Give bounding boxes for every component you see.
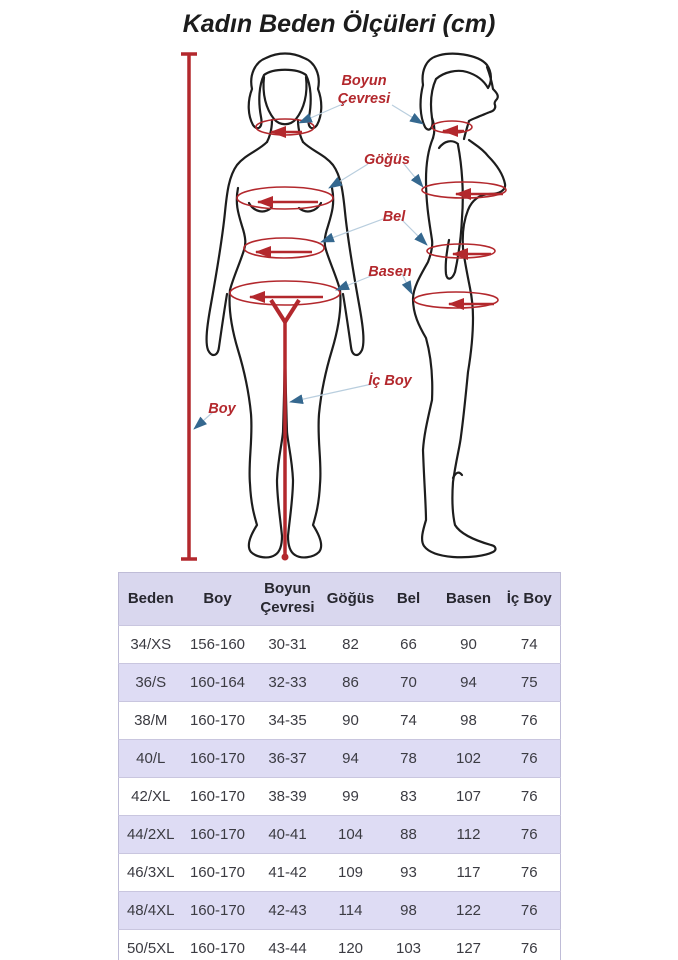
table-cell: 114: [323, 892, 379, 930]
header-neck: Boyun Çevresi: [253, 573, 323, 626]
side-body: [413, 138, 505, 557]
table-cell: 42/XL: [119, 778, 183, 816]
header-size: Beden: [119, 573, 183, 626]
table-cell: 120: [323, 930, 379, 960]
table-row: [119, 740, 561, 778]
table-cell: 38/M: [119, 702, 183, 740]
table-cell: 98: [439, 702, 499, 740]
table-cell: 160-170: [183, 778, 253, 816]
table-cell: 76: [499, 740, 561, 778]
table-cell: 88: [379, 816, 439, 854]
table-row: [119, 702, 561, 740]
table-cell: 76: [499, 816, 561, 854]
table-cell: 127: [439, 930, 499, 960]
table-cell: 76: [499, 930, 561, 960]
header-height: Boy: [183, 573, 253, 626]
table-cell: 66: [379, 626, 439, 664]
label-chest: Göğüs: [364, 152, 410, 168]
table-cell: 30-31: [253, 626, 323, 664]
size-table: [118, 572, 561, 960]
table-row: [119, 778, 561, 816]
table-cell: 48/4XL: [119, 892, 183, 930]
front-measure-rings: [230, 119, 340, 561]
table-cell: 36-37: [253, 740, 323, 778]
table-cell: 90: [323, 702, 379, 740]
table-cell: 34/XS: [119, 626, 183, 664]
table-row: [119, 816, 561, 854]
table-cell: 94: [323, 740, 379, 778]
inseam-measure-line: [271, 300, 299, 322]
table-cell: 107: [439, 778, 499, 816]
table-cell: 76: [499, 778, 561, 816]
label-height: Boy: [208, 401, 236, 417]
table-cell: 74: [379, 702, 439, 740]
table-cell: 93: [379, 854, 439, 892]
table-row: [119, 664, 561, 702]
table-cell: 86: [323, 664, 379, 702]
table-cell: 117: [439, 854, 499, 892]
table-cell: 160-164: [183, 664, 253, 702]
table-cell: 160-170: [183, 816, 253, 854]
table-cell: 82: [323, 626, 379, 664]
label-neck-circumference: Boyun Çevresi: [337, 73, 391, 108]
table-cell: 103: [379, 930, 439, 960]
table-cell: 75: [499, 664, 561, 702]
size-table-header-row: [119, 573, 561, 626]
table-row: [119, 930, 561, 960]
table-cell: 83: [379, 778, 439, 816]
header-inseam: İç Boy: [499, 573, 561, 626]
table-cell: 76: [499, 702, 561, 740]
table-cell: 112: [439, 816, 499, 854]
table-cell: 43-44: [253, 930, 323, 960]
table-cell: 122: [439, 892, 499, 930]
front-hair: [249, 54, 322, 129]
table-cell: 44/2XL: [119, 816, 183, 854]
table-cell: 160-170: [183, 740, 253, 778]
front-left-arm: [207, 142, 267, 355]
table-cell: 156-160: [183, 626, 253, 664]
table-cell: 78: [379, 740, 439, 778]
table-cell: 32-33: [253, 664, 323, 702]
table-row: [119, 892, 561, 930]
table-cell: 38-39: [253, 778, 323, 816]
table-cell: 160-170: [183, 702, 253, 740]
table-cell: 40/L: [119, 740, 183, 778]
table-row: [119, 854, 561, 892]
table-cell: 34-35: [253, 702, 323, 740]
front-waist-ring: [244, 238, 324, 258]
front-chest-ring: [237, 187, 333, 209]
side-shoulder: [439, 141, 458, 148]
table-cell: 94: [439, 664, 499, 702]
table-cell: 109: [323, 854, 379, 892]
side-waist-ring: [427, 244, 495, 258]
table-cell: 41-42: [253, 854, 323, 892]
body-measurement-diagram: [0, 48, 678, 568]
height-measure-line: [181, 54, 197, 559]
table-cell: 160-170: [183, 854, 253, 892]
side-chest-ring: [422, 182, 506, 198]
label-inseam: İç Boy: [368, 373, 412, 389]
table-cell: 90: [439, 626, 499, 664]
front-face: [263, 77, 306, 124]
table-cell: 102: [439, 740, 499, 778]
side-hip-ring: [414, 292, 498, 308]
label-waist: Bel: [382, 209, 406, 225]
table-cell: 76: [499, 854, 561, 892]
table-cell: 36/S: [119, 664, 183, 702]
table-cell: 104: [323, 816, 379, 854]
table-cell: 40-41: [253, 816, 323, 854]
table-cell: 74: [499, 626, 561, 664]
front-right-arm: [303, 142, 363, 355]
table-cell: 76: [499, 892, 561, 930]
table-cell: 160-170: [183, 892, 253, 930]
table-cell: 70: [379, 664, 439, 702]
table-cell: 160-170: [183, 930, 253, 960]
table-cell: 98: [379, 892, 439, 930]
page-title: Kadın Beden Ölçüleri (cm): [182, 10, 496, 38]
header-hips: Basen: [439, 573, 499, 626]
table-cell: 46/3XL: [119, 854, 183, 892]
table-cell: 42-43: [253, 892, 323, 930]
front-hip-ring: [230, 281, 340, 305]
header-chest: Göğüs: [323, 573, 379, 626]
label-hips: Basen: [368, 264, 412, 280]
table-cell: 99: [323, 778, 379, 816]
table-row: [119, 626, 561, 664]
header-waist: Bel: [379, 573, 439, 626]
table-cell: 50/5XL: [119, 930, 183, 960]
